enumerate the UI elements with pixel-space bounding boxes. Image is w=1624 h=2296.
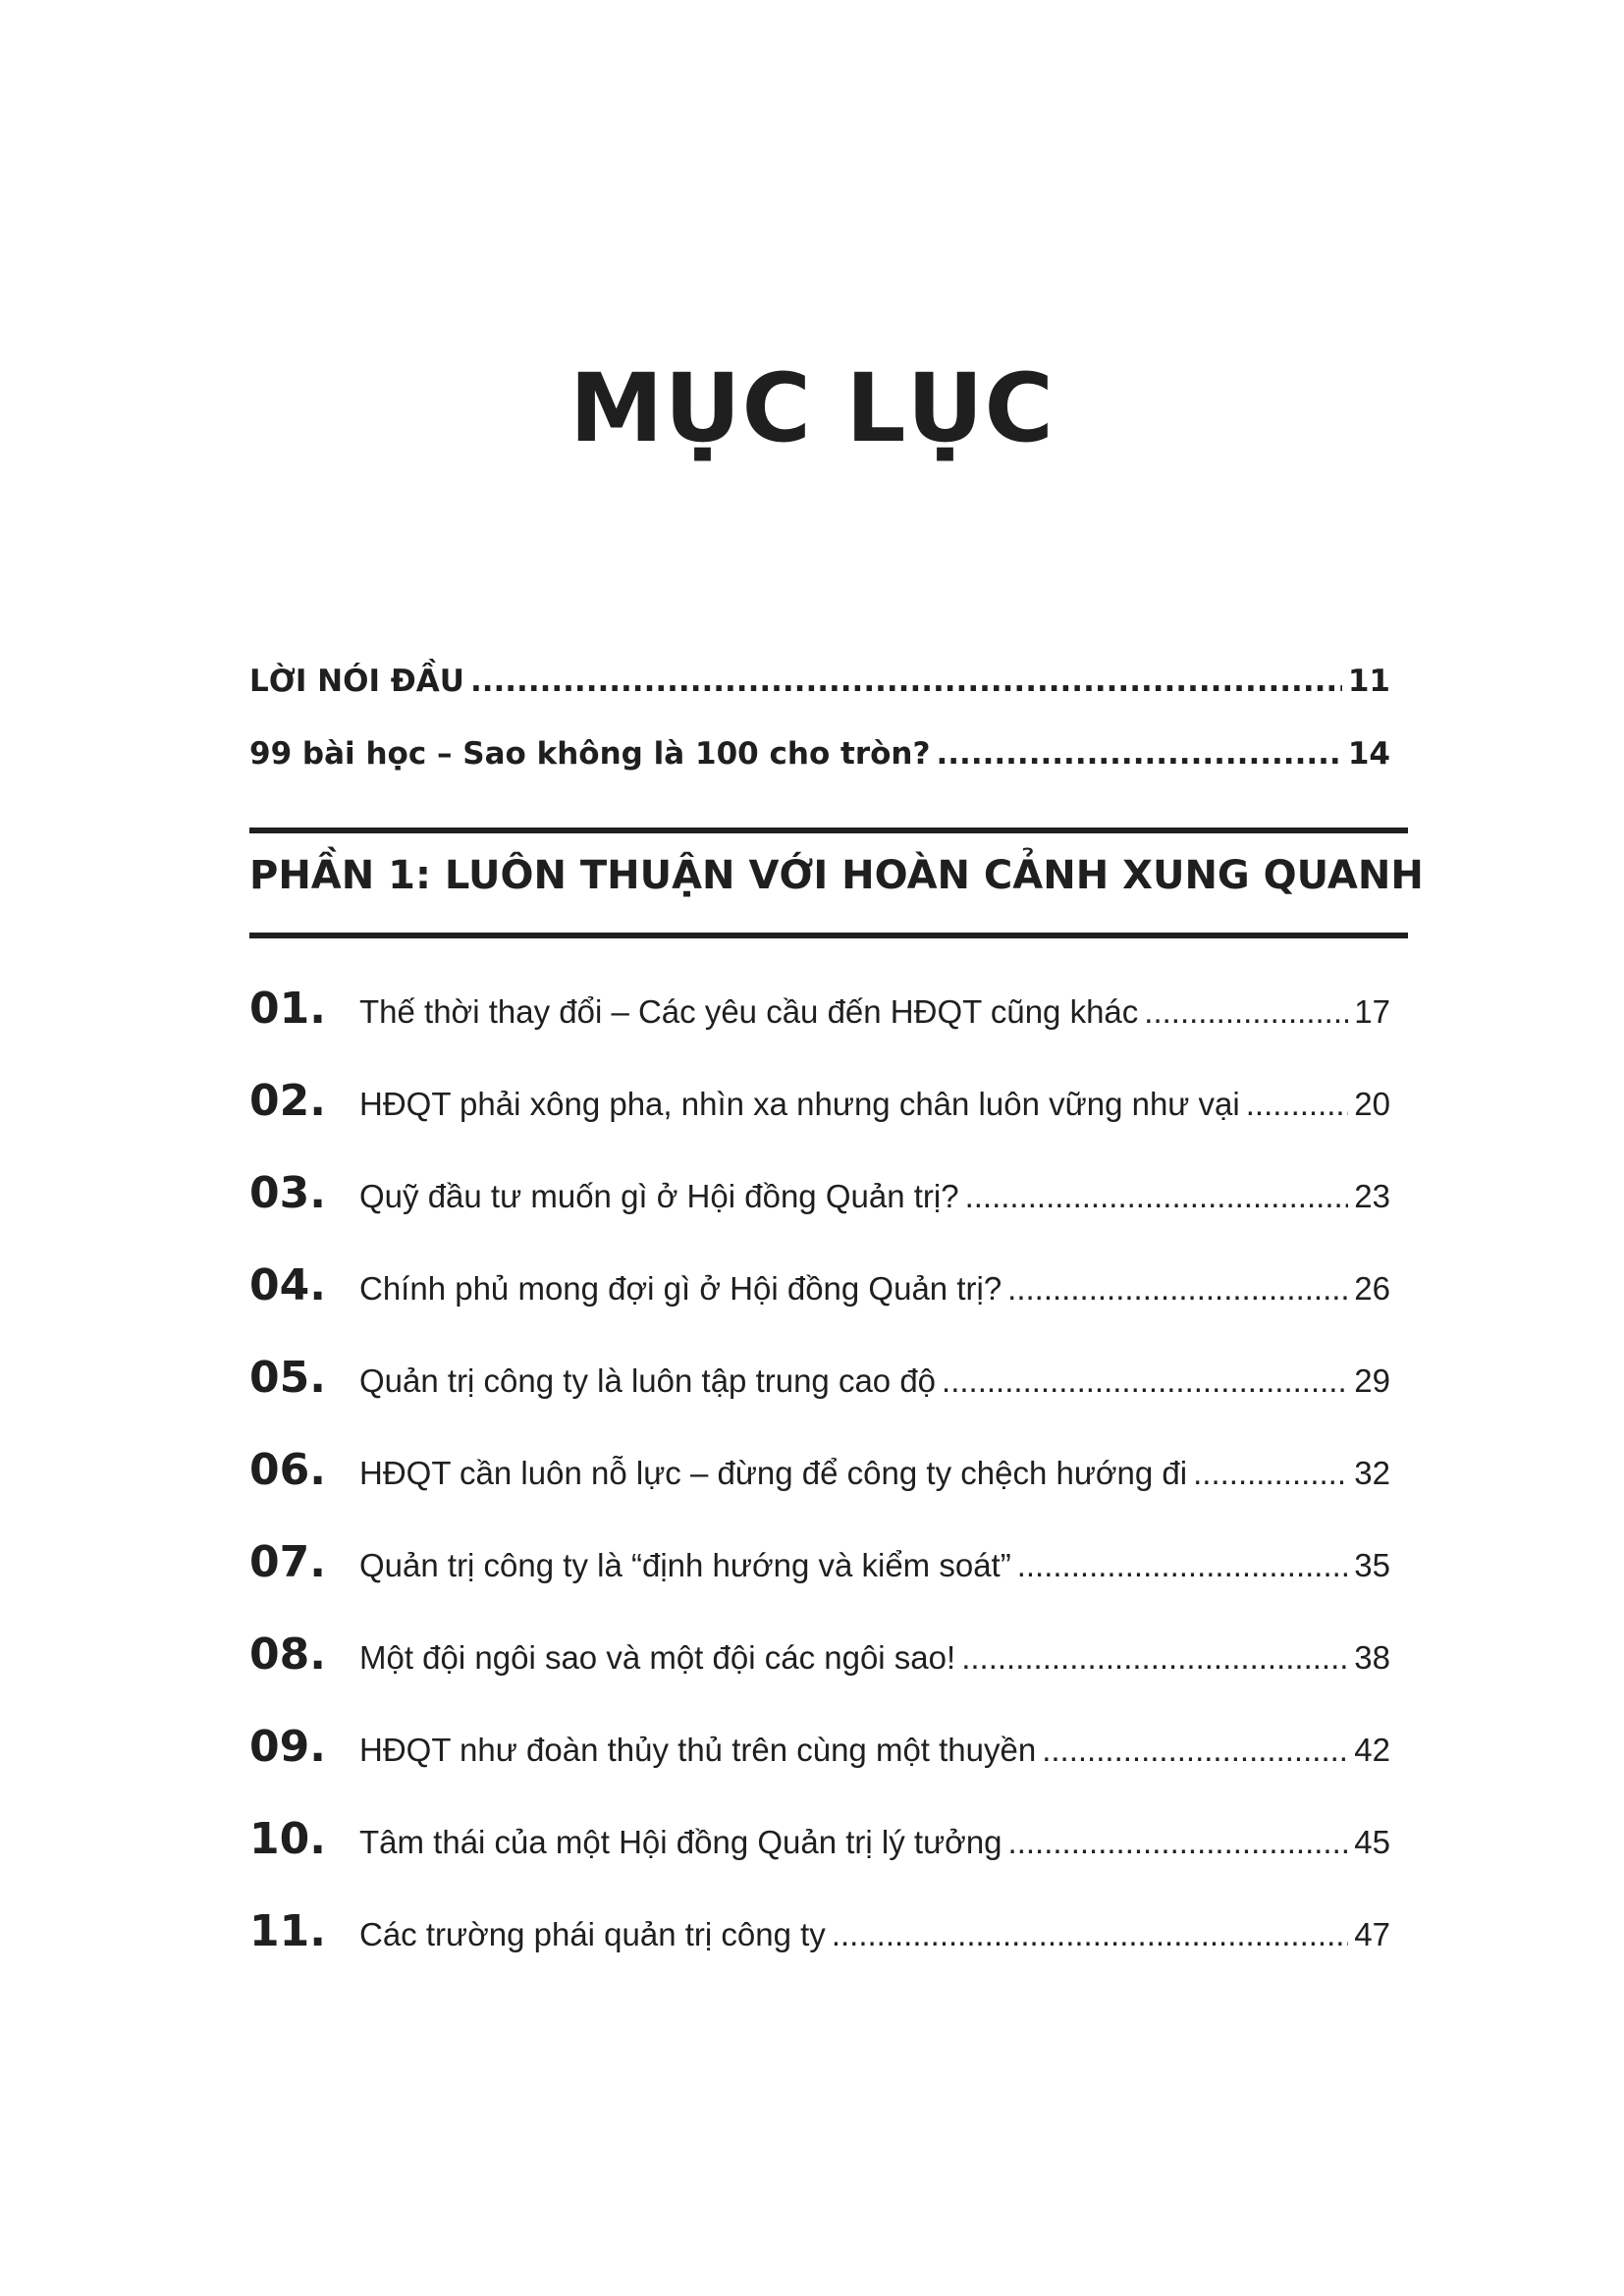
toc-entry-title: Các trường phái quản trị công ty (359, 1916, 826, 1952)
dot-leader (942, 1364, 1348, 1397)
dot-leader (937, 736, 1342, 773)
toc-entry-number: 07. (249, 1537, 326, 1587)
toc-entry-title: Tâm thái của một Hội đồng Quản trị lý tưởng (359, 1824, 1002, 1860)
toc-entry-number: 11. (249, 1906, 326, 1956)
toc-entry-page: 23 (1354, 1178, 1390, 1214)
toc-entry-page: 32 (1354, 1455, 1390, 1491)
toc-entry-06[interactable] (249, 1445, 1390, 1495)
toc-front-entry-preface[interactable] (249, 664, 1390, 700)
toc-entry-title: Thế thời thay đổi – Các yêu cầu đến HĐQT cũng khác (359, 993, 1139, 1030)
toc-entry-title: Quản trị công ty là luôn tập trung cao độ (359, 1362, 937, 1399)
toc-entry-page: 26 (1354, 1270, 1390, 1307)
toc-entry-07[interactable] (249, 1537, 1390, 1587)
toc-entry-number: 08. (249, 1629, 326, 1680)
dot-leader (1193, 1457, 1348, 1489)
dot-leader (961, 1641, 1348, 1674)
dot-leader (1144, 995, 1348, 1028)
toc-entry-page: 38 (1354, 1639, 1390, 1676)
dot-leader (1008, 1826, 1349, 1858)
toc-entry-page: 17 (1354, 993, 1390, 1030)
toc-entry-title: HĐQT phải xông pha, nhìn xa nhưng chân luôn vững như vại (359, 1086, 1240, 1122)
dot-leader (1042, 1734, 1348, 1766)
dot-leader (1017, 1549, 1349, 1581)
toc-entry-page: 11 (1347, 664, 1390, 699)
toc-entry-page: 45 (1354, 1824, 1390, 1860)
toc-entry-title: Quỹ đầu tư muốn gì ở Hội đồng Quản trị? (359, 1178, 959, 1214)
toc-entry-title: LỜI NÓI ĐẦU (249, 664, 464, 699)
toc-entry-number: 01. (249, 984, 326, 1034)
dot-leader (965, 1180, 1349, 1212)
dot-leader (1246, 1088, 1349, 1120)
toc-entry-09[interactable] (249, 1722, 1390, 1772)
toc-entry-page: 35 (1354, 1547, 1390, 1583)
toc-entry-05[interactable] (249, 1353, 1390, 1403)
toc-entry-page: 42 (1354, 1732, 1390, 1768)
toc-entry-number: 05. (249, 1353, 326, 1403)
toc-entry-08[interactable] (249, 1629, 1390, 1680)
toc-entry-title: 99 bài học – Sao không là 100 cho tròn? (249, 736, 931, 772)
toc-entry-number: 02. (249, 1076, 326, 1126)
dot-leader (832, 1918, 1348, 1950)
toc-entry-04[interactable] (249, 1260, 1390, 1310)
toc-entry-number: 09. (249, 1722, 326, 1772)
toc-entry-03[interactable] (249, 1168, 1390, 1218)
page-title: MỤC LỤC (569, 353, 1055, 463)
toc-entry-title: HĐQT cần luôn nỗ lực – đừng để công ty chệch hướng đi (359, 1455, 1188, 1491)
toc-entry-title: Một đội ngôi sao và một đội các ngôi sao! (359, 1639, 956, 1676)
dot-leader (1007, 1272, 1348, 1305)
part-rule-bottom (249, 933, 1408, 938)
toc-entry-11[interactable] (249, 1906, 1390, 1956)
toc-entry-02[interactable] (249, 1076, 1390, 1126)
toc-entry-number: 06. (249, 1445, 326, 1495)
toc-entry-title: Chính phủ mong đợi gì ở Hội đồng Quản trị? (359, 1270, 1002, 1307)
toc-entry-01[interactable] (249, 984, 1390, 1034)
toc-entry-page: 29 (1354, 1362, 1390, 1399)
toc-front-entry-99-lessons[interactable] (249, 736, 1390, 773)
toc-entry-number: 03. (249, 1168, 326, 1218)
toc-entry-page: 20 (1354, 1086, 1390, 1122)
part-rule-top (249, 828, 1408, 833)
dot-leader (470, 664, 1342, 700)
toc-entry-page: 47 (1354, 1916, 1390, 1952)
toc-entry-page: 14 (1347, 736, 1390, 772)
toc-entry-10[interactable] (249, 1814, 1390, 1864)
toc-entry-number: 10. (249, 1814, 326, 1864)
toc-entry-title: Quản trị công ty là “định hướng và kiểm soát” (359, 1547, 1011, 1583)
toc-entry-title: HĐQT như đoàn thủy thủ trên cùng một thuyền (359, 1732, 1037, 1768)
toc-entry-number: 04. (249, 1260, 326, 1310)
part-heading: PHẦN 1: LUÔN THUẬN VỚI HOÀN CẢNH XUNG QUANH (249, 853, 1424, 898)
